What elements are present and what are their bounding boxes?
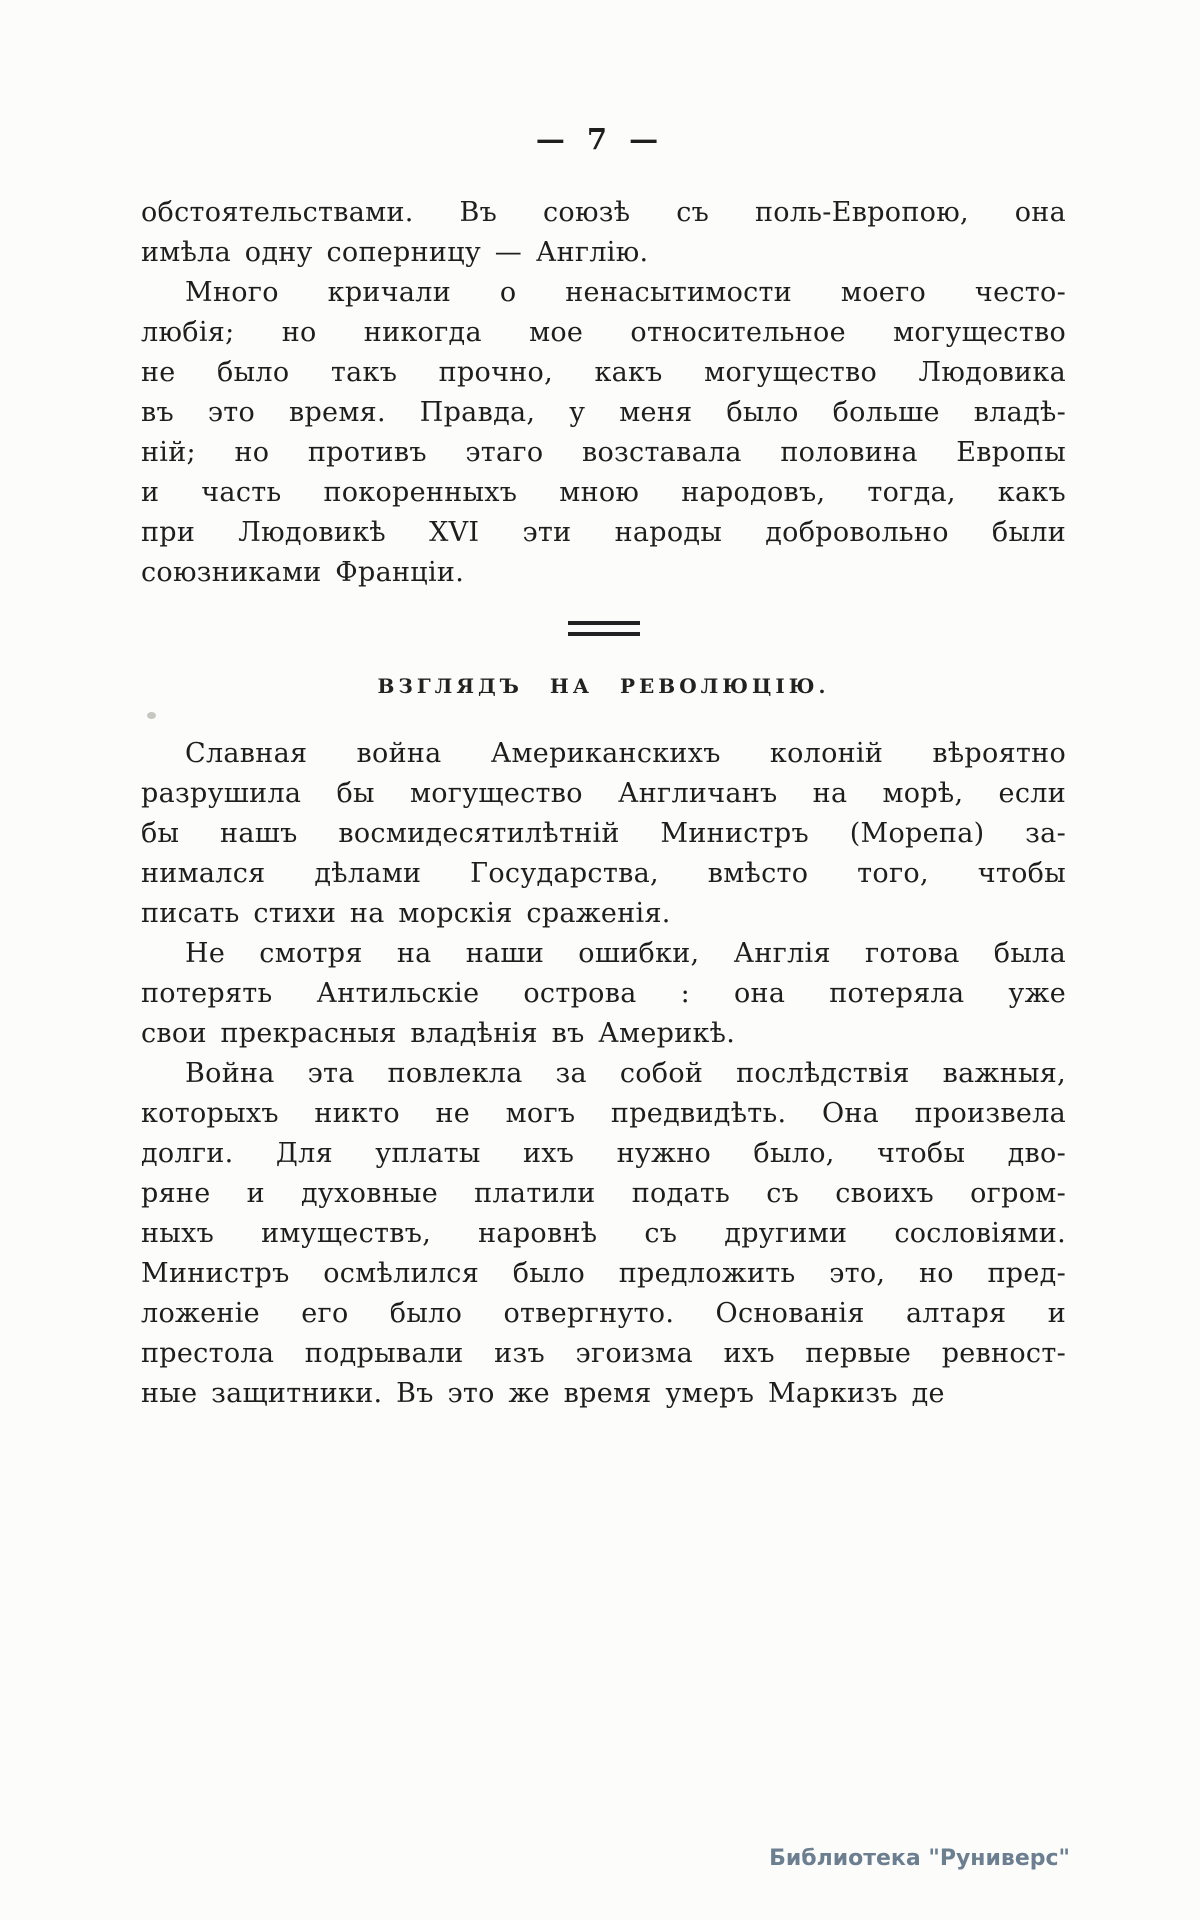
- text-line: не было такъ прочно, какъ могущество Людовика: [141, 357, 1066, 388]
- text-line: въ это время. Правда, у меня было больше владѣ-: [141, 397, 1066, 428]
- text-line: нимался дѣлами Государства, вмѣсто того, чтобы: [141, 858, 1066, 889]
- section-heading: ВЗГЛЯДЪ НА РЕВОЛЮЦІЮ.: [377, 674, 830, 698]
- text-line: любія; но никогда мое относительное могущество: [141, 317, 1066, 348]
- text-line: Много кричали о ненасытимости моего често-: [185, 277, 1066, 308]
- divider-rule-bottom: [568, 632, 640, 636]
- text-line: при Людовикѣ XVI эти народы добровольно были: [141, 517, 1066, 548]
- text-line: ній; но противъ этаго возставала половина Европы: [141, 437, 1066, 468]
- text-line: союзниками Франціи.: [141, 557, 465, 588]
- text-line: свои прекрасныя владѣнія въ Америкѣ.: [141, 1018, 736, 1049]
- paragraph-continuation: [141, 193, 1066, 273]
- text-line: имѣла одну соперницу — Англію.: [141, 237, 649, 268]
- paragraph-consequences: [141, 1054, 1066, 1414]
- text-line: ныхъ имуществъ, наровнѣ съ другими сословіями.: [141, 1218, 1066, 1249]
- paragraph-american-war: [141, 734, 1066, 934]
- text-line: и часть покоренныхъ мною народовъ, тогда, какъ: [141, 477, 1066, 508]
- text-line: обстоятельствами. Въ союзѣ съ поль-Европою, она: [141, 197, 1066, 228]
- library-watermark: Библиотека "Руниверс": [769, 1846, 1070, 1871]
- text-line: ряне и духовные платили подать съ своихъ огром-: [141, 1178, 1066, 1209]
- text-line: разрушила бы могущество Англичанъ на морѣ, если: [141, 778, 1066, 809]
- text-line: Не смотря на наши ошибки, Англія готова была: [185, 938, 1066, 969]
- scan-speck: [147, 712, 156, 719]
- text-line: Славная война Американскихъ колоній вѣроятно: [185, 738, 1066, 769]
- text-line: ложеніе его было отвергнуто. Основанія алтаря и: [141, 1298, 1066, 1329]
- paragraph-england-losses: [141, 934, 1066, 1054]
- text-block: [141, 193, 1066, 1414]
- text-line: Война эта повлекла за собой послѣдствія важныя,: [185, 1058, 1066, 1089]
- text-line: престола подрывали изъ эгоизма ихъ первые ревност-: [141, 1338, 1066, 1369]
- paragraph-ambition: [141, 273, 1066, 593]
- page-number: — 7 —: [535, 122, 665, 156]
- divider-rule-top: [568, 621, 640, 625]
- text-line: бы нашъ восмидесятилѣтній Министръ (Морепа) за-: [141, 818, 1066, 849]
- text-line: писать стихи на морскія сраженія.: [141, 898, 671, 929]
- text-line: Министръ осмѣлился было предложить это, но пред-: [141, 1258, 1066, 1289]
- text-line: которыхъ никто не могъ предвидѣть. Она произвела: [141, 1098, 1066, 1129]
- text-line: ные защитники. Въ это же время умеръ Маркизъ де: [141, 1378, 945, 1409]
- text-line: долги. Для уплаты ихъ нужно было, чтобы дво-: [141, 1138, 1066, 1169]
- section-divider: [568, 621, 640, 636]
- text-line: потерять Антильскіе острова : она потеряла уже: [141, 978, 1066, 1009]
